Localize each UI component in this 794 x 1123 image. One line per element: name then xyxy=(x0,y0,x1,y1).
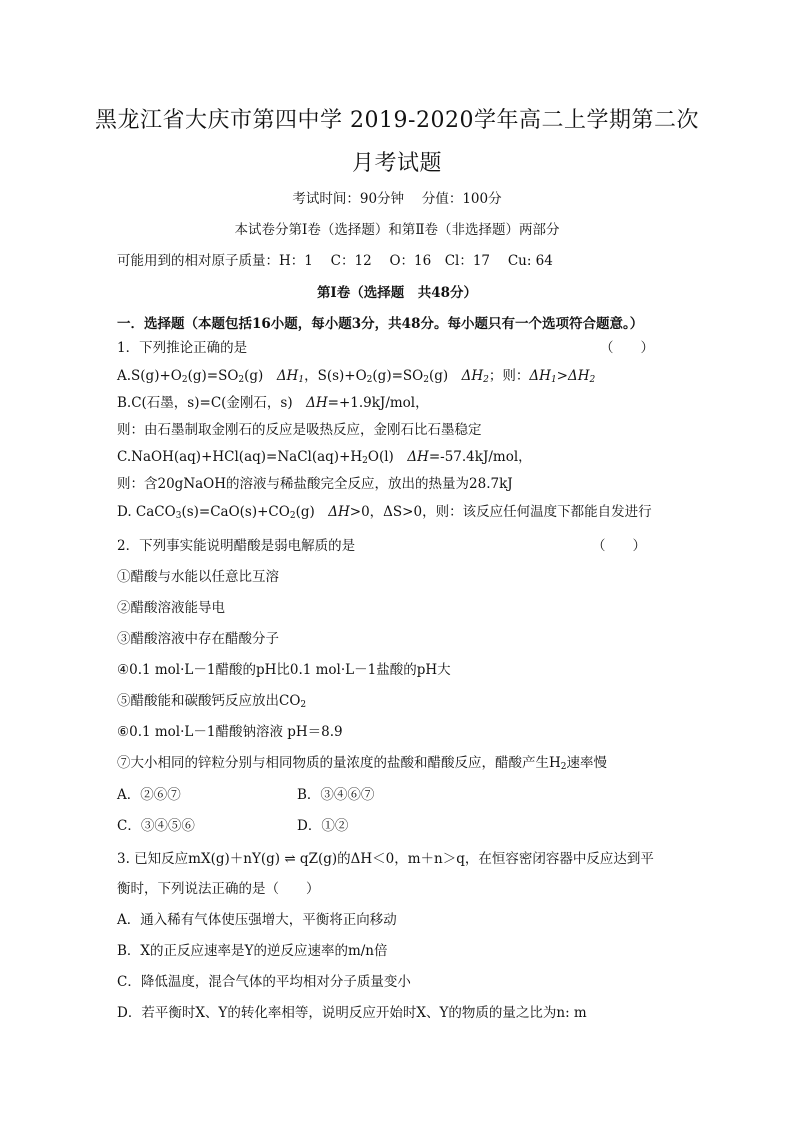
q1-a-text-4: ，S(s)+O xyxy=(304,368,367,384)
q1-a-text-5: (g)=SO xyxy=(372,368,424,384)
q1-b-text-1: B.C(石墨，s)=C(金刚石，s) xyxy=(117,395,307,411)
q1-b-text-2: =+1.9kJ/mol， xyxy=(327,395,429,411)
q1-a-cmp2: ΔH xyxy=(567,368,590,384)
q1-answer-paren: （ ） xyxy=(600,340,654,356)
q1-stem xyxy=(117,336,687,356)
subscript: 2 xyxy=(483,375,489,385)
q2-item-6: ⑥0.1 mol·L－1醋酸钠溶液 pH＝8.9 xyxy=(117,724,343,740)
exam-title-line2: 月考试题 xyxy=(351,151,442,176)
q2-options-row2 xyxy=(117,814,687,834)
q1-d-dh: ΔH xyxy=(328,504,350,520)
q3-stem-line1: 3. 已知反应mX(g)＋nY(g) ⇌ qZ(g)的ΔH＜0，m＋n＞q，在恒容密闭容器中反应达到平 xyxy=(117,851,654,867)
q1-option-c-line1 xyxy=(117,445,687,466)
subscript: 2 xyxy=(366,375,373,385)
q1-d-text-1: D. CaCO xyxy=(117,504,176,520)
subscript: 2 xyxy=(589,375,596,385)
section1-title: 第Ⅰ卷（选择题 共48分） xyxy=(316,285,478,301)
subscript: 2 xyxy=(238,375,245,385)
q2-answer-paren: （ ） xyxy=(592,538,646,554)
q3-option-b: B．X的正反应速率是Y的逆反应速率的m/n倍 xyxy=(117,943,388,959)
q3-option-d: D．若平衡时X、Y的转化率相等，说明反应开始时X、Y的物质的量之比为n: m xyxy=(117,1005,587,1021)
q1-c-text-2: O(l) xyxy=(367,449,408,465)
q1-d-text-3: (g) xyxy=(295,504,329,520)
q1-d-text-2: (s)=CaO(s)+CO xyxy=(181,504,290,520)
subscript: 2 xyxy=(289,511,296,521)
q1-stem-text: 1．下列推论正确的是 xyxy=(117,340,248,356)
q1-a-then: ；则： xyxy=(488,368,530,384)
structure-info: 本试卷分第Ⅰ卷（选择题）和第Ⅱ卷（非选择题）两部分 xyxy=(234,222,560,238)
q2-option-c: C．③④⑤⑥ xyxy=(117,818,195,834)
q1-a-gt: > xyxy=(556,368,568,384)
q2-stem-text: 2．下列事实能说明醋酸是弱电解质的是 xyxy=(117,538,356,554)
q2-item-5-text: ⑤醋酸能和碳酸钙反应放出CO xyxy=(117,693,301,709)
q2-item-3: ③醋酸溶液中存在醋酸分子 xyxy=(117,631,279,647)
subscript: 2 xyxy=(423,375,429,385)
q1-b-dh: ΔH xyxy=(306,395,328,411)
q3-option-a: A．通入稀有气体使压强增大，平衡将正向移动 xyxy=(117,912,397,928)
q2-options-row1 xyxy=(117,783,687,803)
q2-item-7 xyxy=(117,751,687,772)
q2-item-7-text-end: 速率慢 xyxy=(566,755,608,771)
subscript: 1 xyxy=(298,375,305,385)
q1-option-a xyxy=(117,364,687,385)
q3-option-c: C．降低温度，混合气体的平均相对分子质量变小 xyxy=(117,974,411,990)
q2-item-2: ②醋酸溶液能导电 xyxy=(117,600,225,616)
q1-a-text-6: (g) xyxy=(428,368,462,384)
q2-item-1: ①醋酸与水能以任意比互溶 xyxy=(117,569,279,585)
subscript: 2 xyxy=(181,375,188,385)
subscript: 1 xyxy=(550,375,557,385)
q1-d-text-4: >0，ΔS>0，则：该反应任何温度下都能自发进行 xyxy=(349,504,652,520)
q1-option-d xyxy=(117,500,687,521)
q2-option-a: A．②⑥⑦ xyxy=(117,787,181,803)
q2-option-b: B．③④⑥⑦ xyxy=(297,787,375,803)
part1-heading: 一．选择题（本题包括16小题，每小题3分，共48分。每小题只有一个选项符合题意。） xyxy=(117,316,644,332)
q1-option-c-line2: 则：含20gNaOH的溶液与稀盐酸完全反应，放出的热量为28.7kJ xyxy=(117,476,513,492)
q1-a-text-1: A.S(g)+O xyxy=(117,368,182,384)
subscript: 2 xyxy=(362,456,368,466)
atomic-masses: 可能用到的相对原子质量：H：1 C：12 O：16 Cl：17 Cu: 64 xyxy=(117,253,553,269)
q1-a-text-3: (g) xyxy=(244,368,277,384)
q1-option-b-line1 xyxy=(117,391,687,411)
exam-info: 考试时间：90分钟 分值：100分 xyxy=(292,191,502,207)
q1-c-text-1: C.NaOH(aq)+HCl(aq)=NaCl(aq)+H xyxy=(117,449,363,465)
q2-stem xyxy=(117,534,687,554)
q1-a-dh2: ΔH xyxy=(461,368,484,384)
q2-item-5 xyxy=(117,689,687,710)
q1-a-cmp1: ΔH xyxy=(529,368,551,384)
q1-a-text-2: (g)=SO xyxy=(187,368,239,384)
subscript: 2 xyxy=(300,700,307,710)
subscript: 3 xyxy=(175,511,182,521)
q1-c-text-3: =-57.4kJ/mol， xyxy=(428,449,532,465)
q2-option-d: D．①② xyxy=(297,818,349,834)
q2-item-7-text: ⑦大小相同的锌粒分别与相同物质的量浓度的盐酸和醋酸反应，醋酸产生H xyxy=(117,755,561,771)
subscript: 2 xyxy=(560,762,567,772)
q2-item-4: ④0.1 mol·L－1醋酸的pH比0.1 mol·L－1盐酸的pH大 xyxy=(117,662,451,678)
q1-c-dh: ΔH xyxy=(407,449,429,465)
exam-title-line1: 黑龙江省大庆市第四中学 2019-2020学年高二上学期第二次 xyxy=(95,108,699,133)
q1-a-dh1: ΔH xyxy=(276,368,299,384)
q3-stem-line2: 衡时，下列说法正确的是（ ） xyxy=(117,881,320,897)
q1-option-b-line2: 则：由石墨制取金刚石的反应是吸热反应，金刚石比石墨稳定 xyxy=(117,422,482,438)
